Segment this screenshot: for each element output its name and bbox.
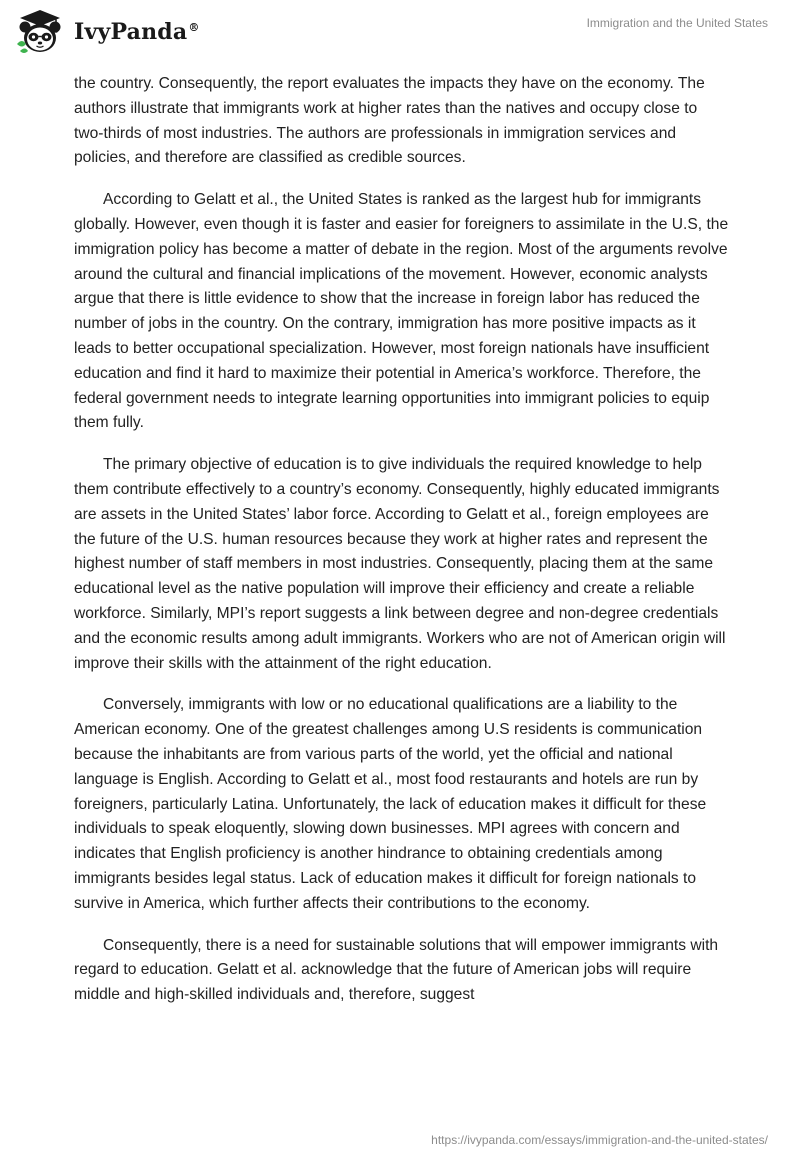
source-url[interactable]: https://ivypanda.com/essays/immigration-and-the-united-states/ <box>431 1133 768 1147</box>
page-header <box>0 0 800 66</box>
ivypanda-logo[interactable] <box>14 8 200 56</box>
registered-mark: ® <box>188 20 200 34</box>
paragraph: Consequently, there is a need for sustainable solutions that will empower immigrants with regard to education. Gelatt et al. acknowledge that the future of American jobs will require middle and high-skilled individuals and, therefore, suggest <box>74 936 719 1004</box>
brand-name: IvyPanda® <box>74 19 200 45</box>
paragraph: According to Gelatt et al., the United States is ranked as the largest hub for immigrants globally. However, even though it is faster and easier for foreigners to assimilate in the U.S, the immigration policy has become a matter of debate in the region. Most of the arguments revolve around the cultural and financial implications of the movement. However, economic analysts argue that there is little evidence to show that the increase in foreign labor has reduced the number of jobs in the country. On the contrary, immigration has more positive impacts as it leads to better occupational specialization. However, most foreign nationals have insufficient education and find it hard to maximize their potential in America’s workforce. Therefore, the federal government needs to integrate learning opportunities into immigrant policies to equip them fully. <box>74 191 729 432</box>
essay-body <box>74 72 730 1025</box>
panda-graduate-logo-icon <box>14 8 66 56</box>
paragraph: The primary objective of education is to give individuals the required knowledge to help them contribute effectively to a country’s economy. Consequently, highly educated immigrants are assets in the United States’ labor force. According to Gelatt et al., foreign employees are the future of the U.S. human resources because they work at higher rates and represent the highest number of staff members in most industries. Consequently, placing them at the same educational level as the native population will improve their efficiency and create a reliable workforce. Similarly, MPI’s report suggests a link between degree and non-degree credentials and the economic results among adult immigrants. Workers who are not of American origin will improve their skills with the attainment of the right education. <box>74 456 726 672</box>
document-title: Immigration and the United States <box>586 16 768 30</box>
paragraph-continued: the country. Consequently, the report evaluates the impacts they have on the economy. The authors illustrate that immigrants work at higher rates than the natives and occupy close to two-thirds of most industries. The authors are professionals in immigration services and policies, and therefore are classified as credible sources. <box>74 75 705 167</box>
paragraph: Conversely, immigrants with low or no educational qualifications are a liability to the American economy. One of the greatest challenges among U.S residents is communication because the inhabitants are from various parts of the world, yet the official and national language is English. According to Gelatt et al., most food restaurants and hotels are run by foreigners, particularly Latina. Unfortunately, the lack of education makes it difficult for these individuals to speak eloquently, slowing down businesses. MPI agrees with concern and indicates that English proficiency is another hindrance to obtaining credentials among immigrants besides legal status. Lack of education makes it difficult for foreign nationals to survive in America, which further affects their contributions to the economy. <box>74 696 707 912</box>
